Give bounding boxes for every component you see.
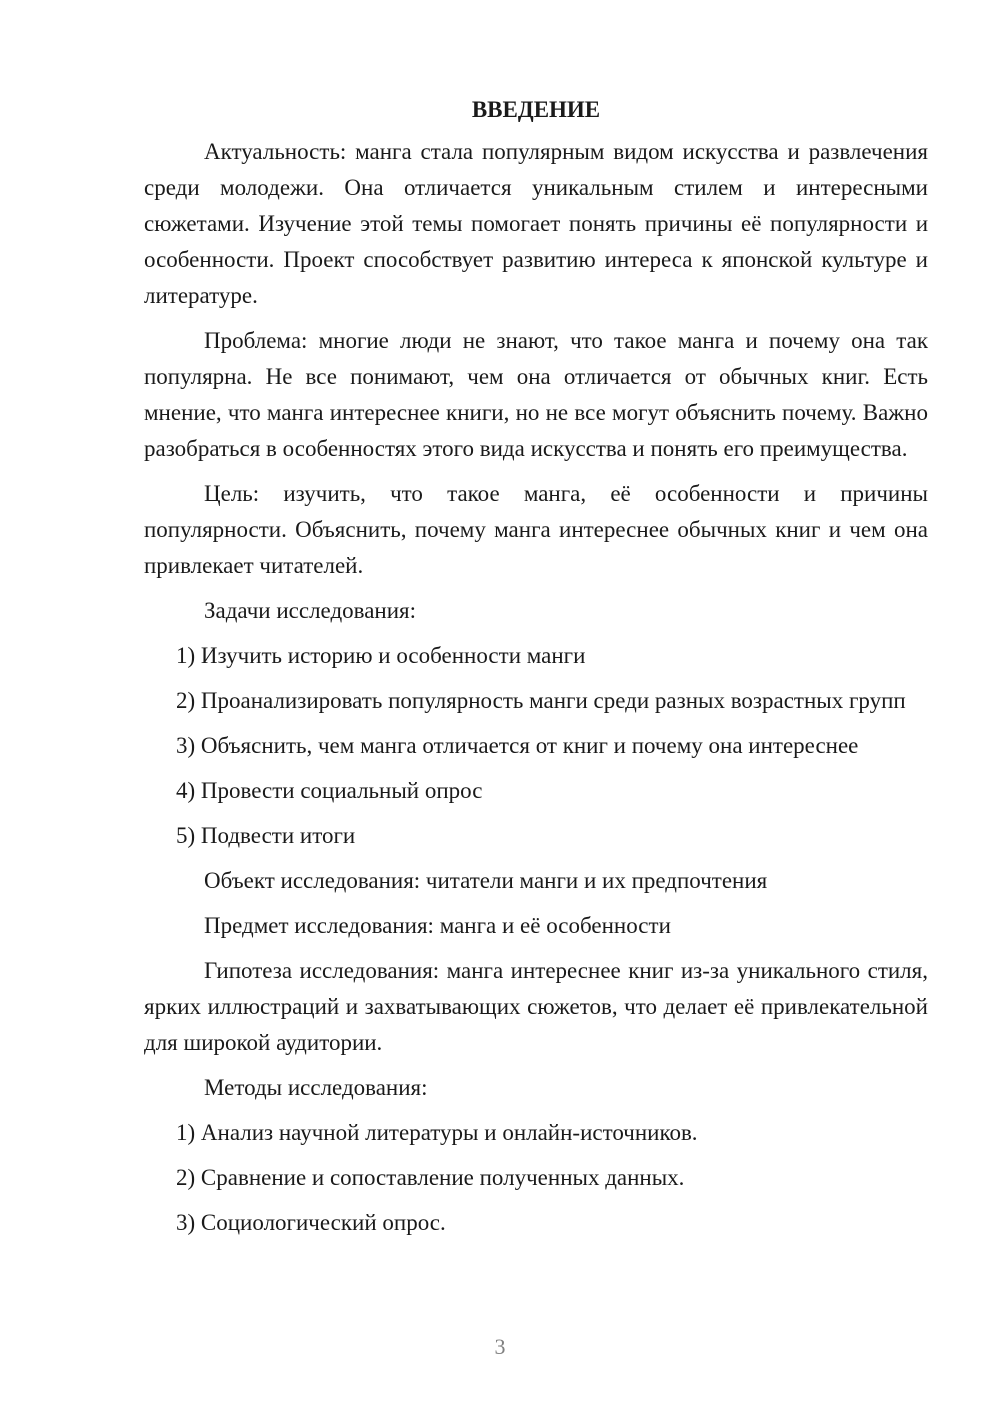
problem-paragraph: Проблема: многие люди не знают, что такое манга и почему она так популярна. Не все понимают, чем она отличается от обычных книг. Есть мнение, что манга интереснее книги, но не все могут объяснить почему. Важно разобраться в особенностях этого вида искусства и понять его преимущества. xyxy=(144,328,928,461)
page-number: 3 xyxy=(494,1334,506,1359)
task-item: 5) Подвести итоги xyxy=(176,823,356,848)
method-item: 1) Анализ научной литературы и онлайн-источников. xyxy=(176,1120,698,1145)
section-title: ВВЕДЕНИЕ xyxy=(471,97,601,122)
methods-heading: Методы исследования: xyxy=(204,1075,428,1100)
task-item: 4) Провести социальный опрос xyxy=(176,778,483,803)
method-item: 2) Сравнение и сопоставление полученных данных. xyxy=(176,1165,685,1190)
research-subject: Предмет исследования: манга и её особенности xyxy=(204,913,671,938)
task-item: 2) Проанализировать популярность манги среди разных возрастных групп xyxy=(176,688,906,713)
hypothesis-paragraph: Гипотеза исследования: манга интереснее книг из-за уникального стиля, ярких иллюстраций и захватывающих сюжетов, что делает её привлекательной для широкой аудитории. xyxy=(144,958,928,1055)
research-object: Объект исследования: читатели манги и их предпочтения xyxy=(204,868,768,893)
task-item: 1) Изучить историю и особенности манги xyxy=(176,643,586,668)
method-item: 3) Социологический опрос. xyxy=(176,1210,446,1235)
goal-paragraph: Цель: изучить, что такое манга, её особенности и причины популярности. Объяснить, почему манга интереснее обычных книг и чем она привлекает читателей. xyxy=(144,481,928,578)
page-content xyxy=(144,92,928,1250)
tasks-heading: Задачи исследования: xyxy=(204,598,417,623)
task-item: 3) Объяснить, чем манга отличается от книг и почему она интереснее xyxy=(176,733,859,758)
actuality-paragraph: Актуальность: манга стала популярным видом искусства и развлечения среди молодежи. Она отличается уникальным стилем и интересными сюжетами. Изучение этой темы помогает понять причины её популярности и особенности. Проект способствует развитию интереса к японской культуре и литературе. xyxy=(144,139,928,308)
